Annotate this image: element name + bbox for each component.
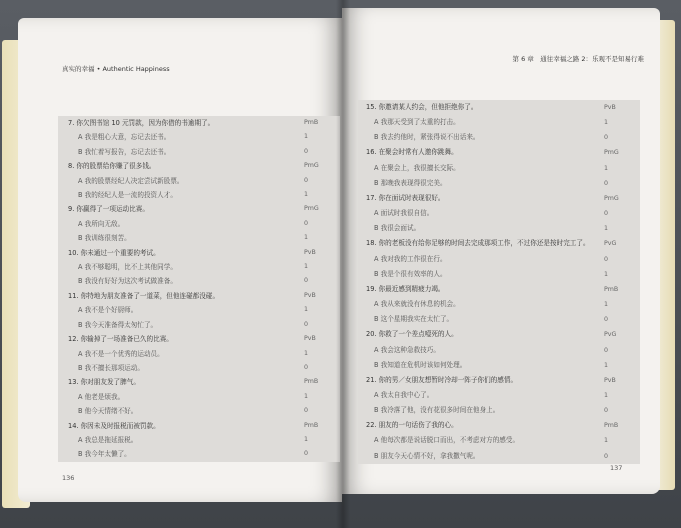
answer-text: A 我总是拖延报税。 (78, 435, 138, 444)
right-question-list (358, 100, 640, 464)
answer-text: B 我不擅长那项运动。 (78, 363, 144, 372)
answer-text: B 我的经纪人是一流的投资人才。 (78, 191, 177, 200)
answer-option-row (58, 361, 340, 375)
score-value: 1 (304, 234, 309, 242)
answer-text: A 面试时我很自信。 (374, 209, 434, 218)
score-value: 1 (304, 392, 309, 400)
question-text: 13. 你对朋友发了脾气。 (68, 378, 140, 387)
score-value: 1 (304, 306, 309, 314)
answer-text: B 我没有好好为这次考试做准备。 (78, 277, 177, 286)
dimension-code: PmB (604, 285, 619, 293)
question-row (58, 375, 340, 389)
answer-option-row (358, 115, 640, 130)
dimension-code: PmB (304, 378, 319, 386)
answer-text: A 我那天受到了太重的打击。 (374, 118, 460, 127)
answer-option-row (58, 433, 340, 447)
score-value: 0 (304, 176, 309, 184)
score-value: 0 (604, 134, 609, 142)
answer-text: B 我很会面试。 (374, 224, 421, 233)
question-text: 20. 你救了一个差点噎死的人。 (366, 330, 458, 339)
left-questionnaire-panel (58, 116, 340, 462)
left-page-number: 136 (62, 474, 75, 482)
score-value: 0 (304, 407, 309, 415)
answer-option-row (358, 312, 640, 327)
answer-text: B 我去约他时，紧张得说不出话来。 (374, 133, 480, 142)
question-row (358, 282, 640, 297)
answer-text: A 我的股票经纪人决定尝试新股票。 (78, 176, 184, 185)
answer-text: B 他今天情绪不好。 (78, 407, 138, 416)
question-text: 9. 你赢得了一项运动比赛。 (68, 205, 149, 214)
score-value: 1 (304, 435, 309, 443)
question-row (358, 100, 640, 115)
answer-text: B 我训练很刻苦。 (78, 234, 131, 243)
question-text: 15. 你邀请某人约会，但他拒绝你了。 (366, 103, 478, 111)
right-page-number: 137 (610, 464, 623, 472)
answer-option-row (358, 267, 640, 282)
dimension-code: PvB (304, 335, 316, 343)
answer-option-row (58, 303, 340, 317)
dimension-code: PvG (604, 240, 617, 248)
answer-option-row (358, 449, 640, 464)
question-row (58, 159, 340, 173)
answer-text: A 我所向无敌。 (78, 219, 125, 228)
answer-text: B 朋友今天心情不好，拿我撒气呢。 (374, 451, 480, 460)
answer-option-row (358, 343, 640, 358)
question-row (58, 332, 340, 346)
question-row (358, 236, 640, 251)
score-value: 0 (304, 219, 309, 227)
answer-text: B 我今年太懒了。 (78, 450, 131, 459)
answer-option-row (358, 403, 640, 418)
answer-text: B 那晚我表现得很完美。 (374, 178, 447, 187)
dimension-code: PvB (604, 104, 616, 111)
answer-text: B 我今天准备得太匆忙了。 (78, 320, 158, 329)
right-page (342, 8, 660, 494)
question-text: 22. 朋友的一句话伤了我的心。 (366, 421, 458, 430)
dimension-code: PmG (604, 149, 619, 157)
answer-option-row (58, 217, 340, 231)
score-value: 1 (604, 119, 609, 127)
score-value: 0 (604, 210, 609, 218)
answer-text: A 他每次都是说话脱口而出，不考虑对方的感受。 (374, 436, 520, 445)
answer-text: A 我不是一个优秀的运动员。 (78, 349, 164, 358)
score-value: 0 (604, 316, 609, 324)
dimension-code: PmG (304, 162, 319, 170)
answer-option-row (58, 145, 340, 159)
dimension-code: PvG (604, 331, 617, 339)
question-row (58, 289, 340, 303)
answer-text: A 我太自我中心了。 (374, 390, 434, 399)
score-value: 1 (304, 349, 309, 357)
score-value: 1 (604, 361, 609, 369)
dimension-code: PmB (304, 119, 319, 126)
score-value: 1 (604, 270, 609, 278)
score-value: 0 (604, 407, 609, 415)
book-spine-shadow (336, 0, 350, 528)
dimension-code: PmB (304, 421, 319, 429)
answer-option-row (358, 176, 640, 191)
dimension-code: PmG (604, 194, 619, 202)
score-value: 0 (304, 277, 309, 285)
question-row (58, 202, 340, 216)
answer-option-row (58, 260, 340, 274)
answer-text: A 我从来就没有休息的机会。 (374, 300, 460, 309)
score-value: 0 (304, 450, 309, 458)
right-questionnaire-panel (358, 100, 640, 464)
score-value: 0 (304, 363, 309, 371)
score-value: 0 (304, 147, 309, 155)
answer-option-row (358, 252, 640, 267)
answer-option-row (58, 188, 340, 202)
answer-option-row (358, 388, 640, 403)
score-value: 1 (604, 164, 609, 172)
answer-text: A 我不是个好厨师。 (78, 306, 138, 315)
answer-option-row (358, 130, 640, 145)
answer-text: B 我忙着写报告，忘记去还书。 (78, 147, 171, 156)
question-row (358, 418, 640, 433)
score-value: 0 (604, 255, 609, 263)
answer-option-row (358, 358, 640, 373)
score-value: 1 (604, 437, 609, 445)
question-row (358, 191, 640, 206)
question-text: 21. 你的男／女朋友想暂时冷却一阵子你们的感情。 (366, 375, 518, 384)
score-value: 1 (304, 263, 309, 271)
answer-option-row (358, 297, 640, 312)
dimension-code: PmG (304, 205, 319, 213)
question-row (58, 116, 340, 130)
question-text: 18. 你的老板没有给你足够的时间去完成那项工作，不过你还是按时完工了。 (366, 239, 590, 248)
score-value: 1 (604, 301, 609, 309)
score-value: 0 (604, 346, 609, 354)
score-value: 0 (604, 179, 609, 187)
answer-option-row (358, 161, 640, 176)
question-text: 19. 你最近感到精疲力竭。 (366, 284, 445, 293)
right-running-head: 第 6 章 通往幸福之路 2：乐观不是知易行难 (512, 55, 644, 63)
answer-text: B 这个星期我实在太忙了。 (374, 315, 454, 324)
question-row (358, 327, 640, 342)
question-row (358, 145, 640, 160)
question-text: 16. 在聚会时常有人邀你跳舞。 (366, 148, 458, 157)
question-text: 7. 你欠图书馆 10 元罚款，因为你借的书逾期了。 (68, 119, 215, 127)
answer-option-row (58, 318, 340, 332)
question-row (58, 419, 340, 433)
answer-option-row (358, 206, 640, 221)
answer-text: A 在聚会上，我很擅长交际。 (374, 163, 460, 172)
score-value: 0 (604, 452, 609, 460)
answer-text: A 他老是烦我。 (78, 392, 125, 401)
answer-text: A 我不够聪明，比不上其他同学。 (78, 263, 177, 272)
score-value: 1 (604, 225, 609, 233)
left-question-list (58, 116, 340, 462)
answer-option-row (58, 274, 340, 288)
question-text: 8. 你的股票给你赚了很多钱。 (68, 162, 156, 171)
answer-text: A 我会这种急救技巧。 (374, 345, 440, 354)
question-text: 14. 你因未及时报税而被罚款。 (68, 421, 160, 430)
score-value: 1 (604, 391, 609, 399)
dimension-code: PvB (604, 376, 616, 384)
score-value: 0 (304, 320, 309, 328)
dimension-code: PvB (304, 248, 316, 256)
answer-text: B 我冷落了他，没有花很多时间在他身上。 (374, 406, 500, 415)
left-running-head: 真实的幸福 • Authentic Happiness (62, 65, 170, 73)
answer-option-row (58, 174, 340, 188)
answer-text: A 我是粗心大意，忘记去还书。 (78, 133, 171, 142)
question-text: 10. 你未通过一个重要的考试。 (68, 248, 160, 257)
question-text: 17. 你在面试时表现很好。 (366, 193, 445, 202)
answer-option-row (58, 130, 340, 144)
left-page (18, 18, 342, 502)
question-row (358, 373, 640, 388)
answer-option-row (58, 231, 340, 245)
score-value: 1 (304, 191, 309, 199)
answer-option-row (358, 433, 640, 448)
question-text: 12. 你输掉了一场准备已久的比赛。 (68, 335, 173, 344)
answer-text: A 我对我的工作很在行。 (374, 254, 447, 263)
question-text: 11. 你特地为朋友准备了一道菜，但他连碰都没碰。 (68, 291, 220, 300)
answer-option-row (58, 404, 340, 418)
answer-option-row (58, 447, 340, 461)
answer-text: B 我是个很有效率的人。 (374, 269, 447, 278)
answer-option-row (58, 390, 340, 404)
score-value: 1 (304, 133, 309, 141)
answer-option-row (58, 347, 340, 361)
dimension-code: PvB (304, 291, 316, 299)
question-row (58, 246, 340, 260)
dimension-code: PmB (604, 422, 619, 430)
answer-option-row (358, 221, 640, 236)
answer-text: B 我知道在危机时该如何处理。 (374, 360, 467, 369)
